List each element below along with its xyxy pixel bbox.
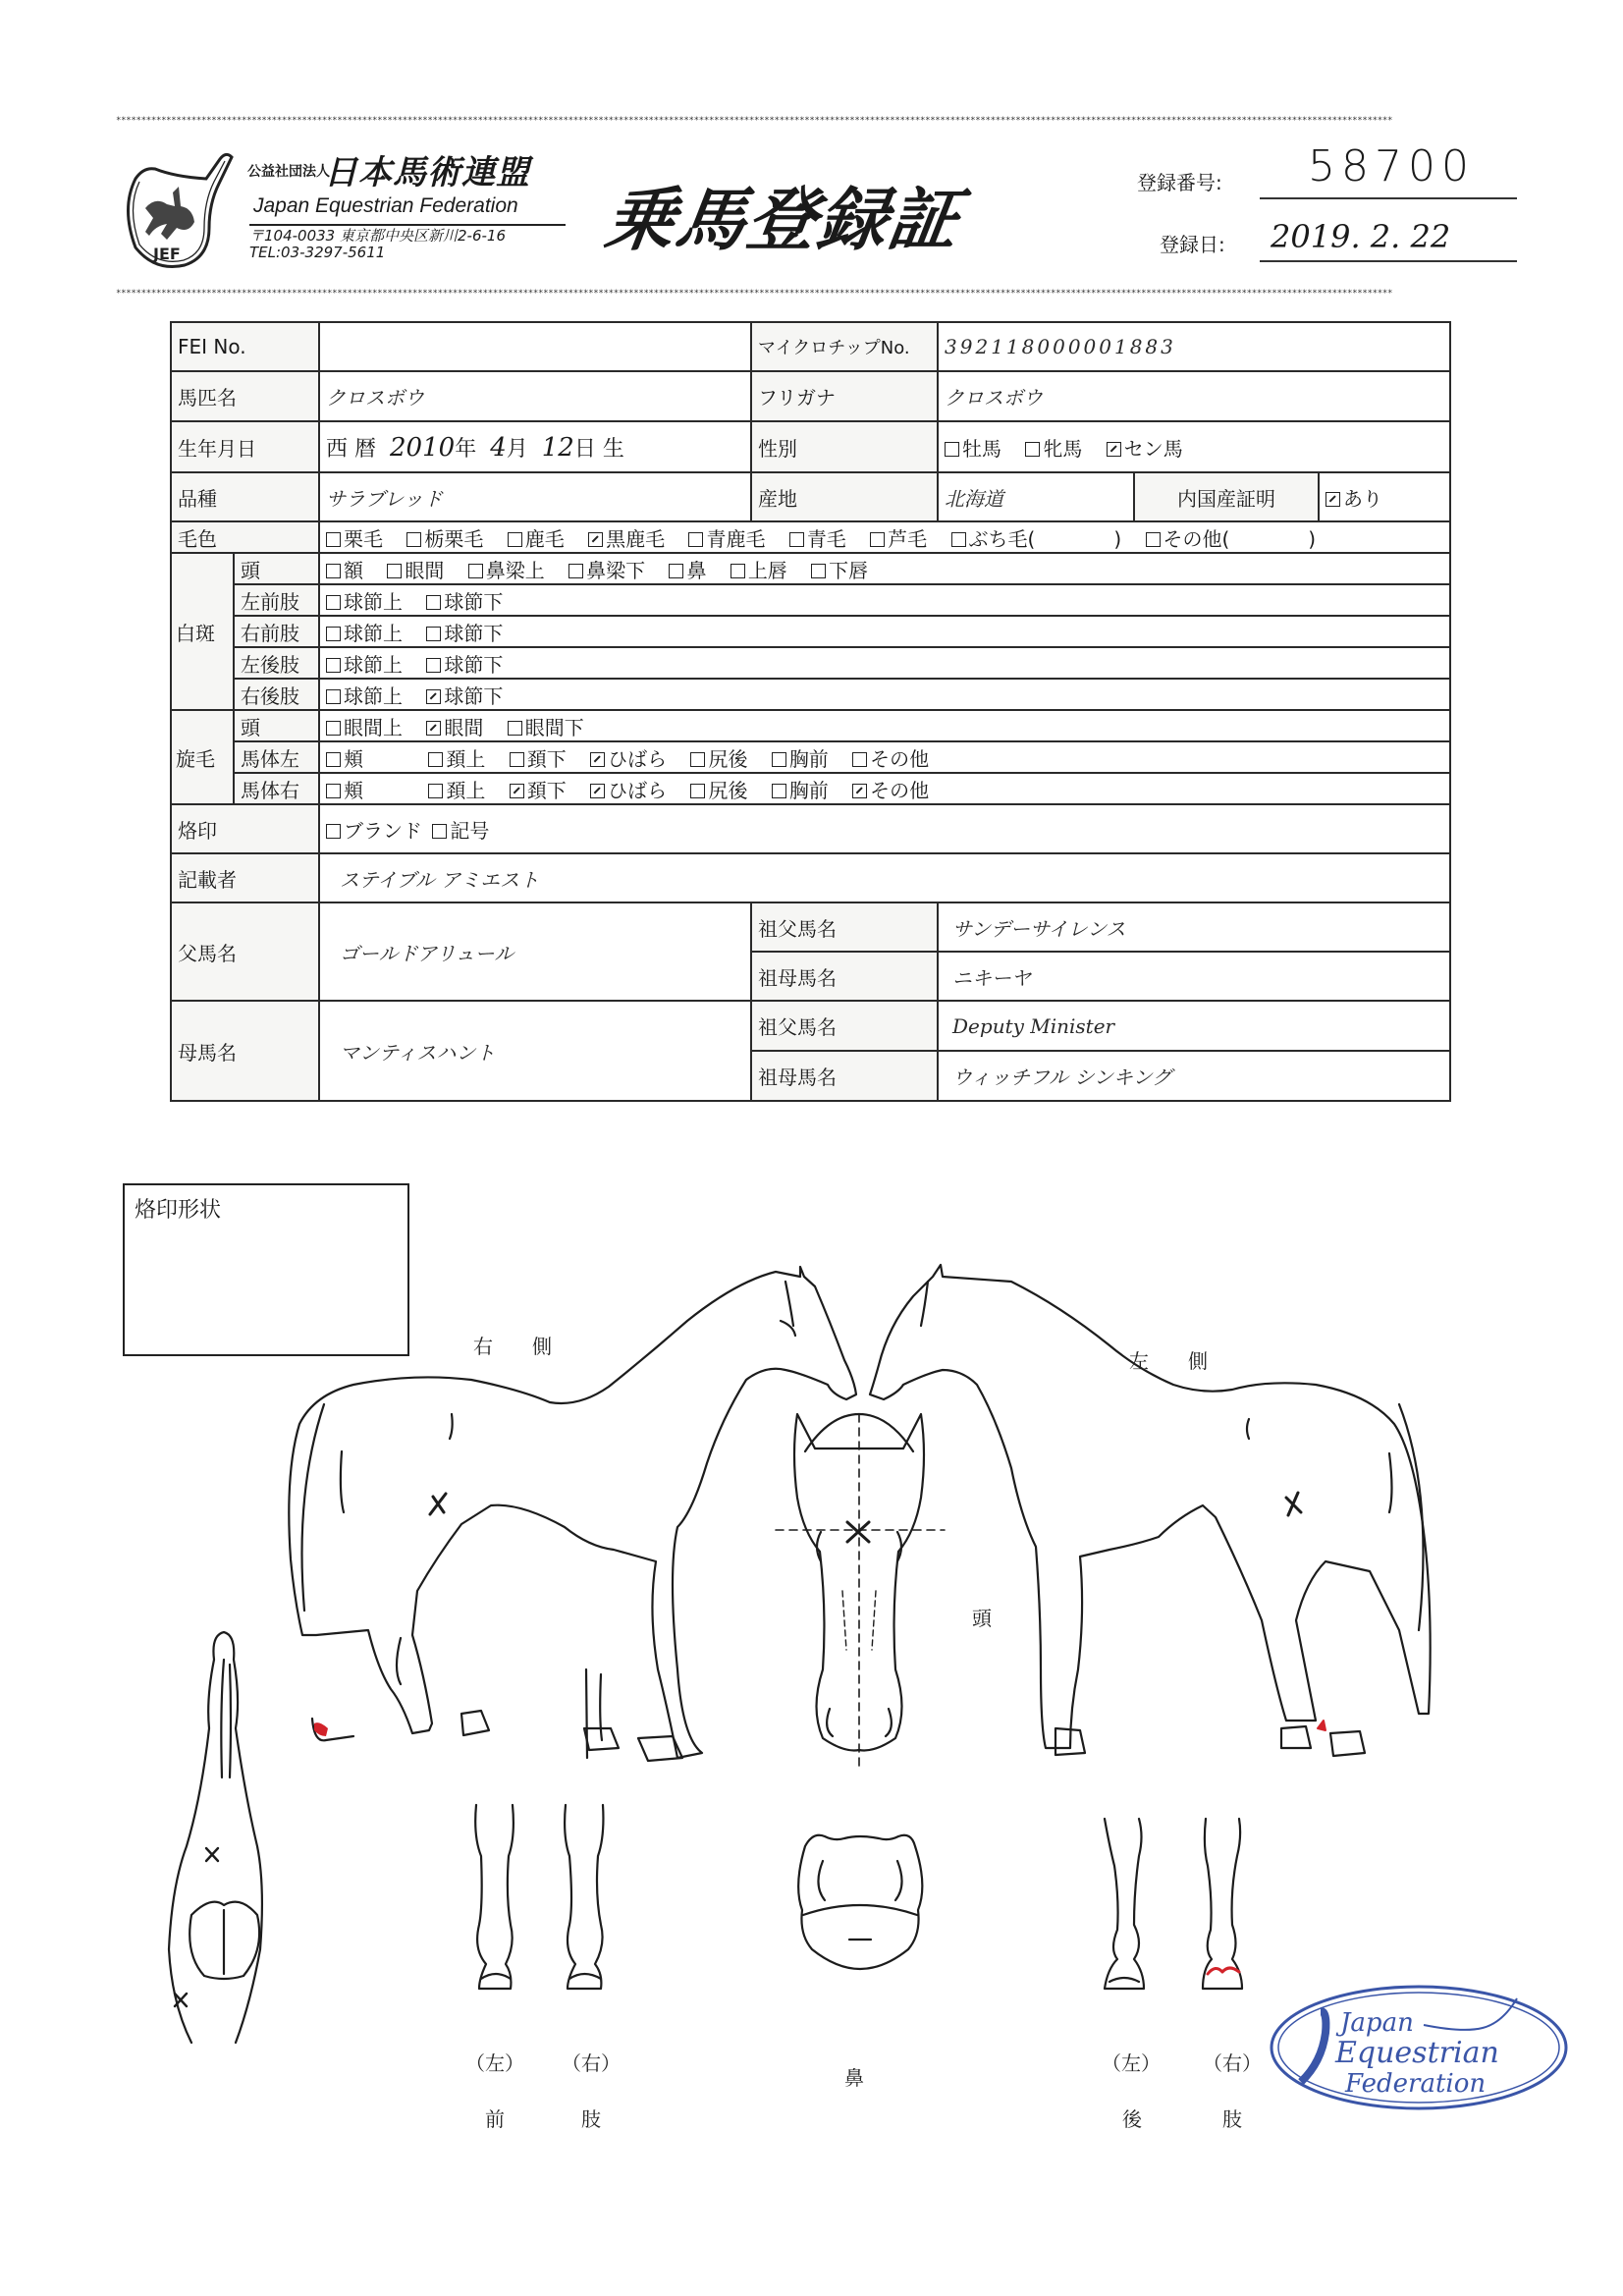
org-name: 日本馬術連盟 [324,153,530,192]
horse-muzzle-icon [798,1835,922,1969]
sire-field[interactable]: ゴールドアリュール [319,902,751,1001]
sex-label: 性別 [751,421,938,472]
origin-field[interactable]: 北海道 [938,472,1134,521]
coat-option-brown[interactable]: 青鹿毛 [688,523,765,552]
white-head-lower-nose[interactable]: 鼻梁下 [568,555,645,583]
brand-option-brand[interactable]: ブランド [326,815,422,844]
white-head-label: 頭 [234,553,319,584]
foreleg-right-label: （右） [562,2051,621,2075]
domestic-cert-label: 内国産証明 [1134,472,1319,521]
whorl-right-upper-neck[interactable]: 頚上 [428,775,485,803]
sire-grandsire-field[interactable]: サンデーサイレンス [938,902,1450,952]
horse-name-field[interactable]: クロスボウ [319,371,751,421]
white-right-fore-label: 右前肢 [234,616,319,647]
horse-top-view-icon [169,1632,262,2043]
foreleg-caption-1: 前 [485,2107,505,2131]
brand-shape-label: 烙印形状 [135,1198,222,1223]
white-left-hind-label: 左後肢 [234,647,319,679]
whorl-right-lower-neck[interactable]: 頚下 [510,775,567,803]
whorl-left-other[interactable]: その他 [852,743,929,772]
sire-granddam-label: 祖母馬名 [751,952,938,1001]
white-markings-label: 白斑 [171,553,234,710]
recorder-label: 記載者 [171,853,319,902]
foreleg-left-label: （左） [465,2051,524,2075]
registration-date: 2019. 2. 22 [1271,218,1451,255]
foreleg-caption-2: 肢 [581,2107,601,2131]
dam-grandsire-field[interactable]: Deputy Minister [938,1001,1450,1051]
registration-number-label: 登録番号: [1137,171,1222,194]
whorl-left-flank[interactable]: ひばら [590,743,667,772]
white-right-hind-below[interactable]: 球節下 [426,681,503,709]
coat-option-black[interactable]: 青毛 [789,523,846,552]
horse-right-side-icon [289,1267,856,1761]
hindlegs-rear-view-icon [1105,1819,1242,1989]
dam-granddam-label: 祖母馬名 [751,1051,938,1101]
coat-option-bay[interactable]: 鹿毛 [508,523,565,552]
origin-label: 産地 [751,472,938,521]
hindleg-caption-2: 肢 [1222,2107,1242,2131]
whorls-label: 旋毛 [171,710,234,804]
white-left-fore-label: 左前肢 [234,584,319,616]
forelegs-front-view-icon [475,1805,603,1989]
whorl-head-label: 頭 [234,710,319,741]
whorl-right-chest[interactable]: 胸前 [772,775,829,803]
recorder-field[interactable]: ステイブル アミエスト [319,853,1450,902]
horse-name-label: 馬匹名 [171,371,319,421]
whorl-head-below-eyes[interactable]: 眼間下 [508,712,584,740]
coat-color-label: 毛色 [171,521,319,553]
whorl-left-chest[interactable]: 胸前 [772,743,829,772]
svg-text:Japan: Japan [1340,2008,1414,2038]
sex-option-mare[interactable]: 牝馬 [1025,433,1082,462]
dam-label: 母馬名 [171,1001,319,1101]
sex-option-gelding[interactable]: セン馬 [1107,433,1183,462]
brand-option-symbol[interactable]: 記号 [432,815,489,844]
hindleg-caption-1: 後 [1122,2107,1142,2131]
coat-option-dark-chestnut[interactable]: 栃栗毛 [406,523,483,552]
white-marking-right-hind-icon [1318,1721,1325,1730]
whorl-body-left-label: 馬体左 [234,741,319,773]
furigana-label: フリガナ [751,371,938,421]
brand-label: 烙印 [171,804,319,853]
birth-date-field[interactable]: 西 暦 2010年 4月 12日 生 [319,421,751,472]
org-address: 〒104-0033 東京都中央区新川2-6-16 TEL:03-3297-5611 [249,227,506,261]
white-right-hind-label: 右後肢 [234,679,319,710]
separator-bottom: ************************************************************************************************************************************************************************************************************************************************************** [116,289,1393,299]
registration-number: 58700 [1308,141,1475,191]
birth-date-label: 生年月日 [171,421,319,472]
white-right-hind-above[interactable]: 球節上 [326,681,403,709]
whorl-right-flank[interactable]: ひばら [590,775,667,803]
whorl-right-other[interactable]: その他 [852,775,929,803]
whorl-left-upper-neck[interactable]: 頚上 [428,743,485,772]
dam-granddam-field[interactable]: ウィッチフル シンキング [938,1051,1450,1101]
whorl-right-cheek[interactable]: 頬 [326,775,363,803]
horse-head-front-icon [776,1414,945,1768]
coat-option-dark-bay[interactable]: 黒鹿毛 [588,523,665,552]
hindleg-left-label: （左） [1102,2051,1161,2075]
furigana-field[interactable]: クロスボウ [938,371,1450,421]
jef-stamp-icon [1267,1984,1571,2111]
domestic-cert-option[interactable]: あり [1319,472,1450,521]
fei-no-label: FEI No. [171,322,319,371]
svg-text:Federation: Federation [1345,2069,1487,2099]
white-right-fore-above[interactable]: 球節上 [326,618,403,646]
white-left-fore-above[interactable]: 球節上 [326,586,403,615]
white-head-nose[interactable]: 鼻 [669,555,706,583]
whorl-left-lower-neck[interactable]: 頚下 [510,743,567,772]
left-side-label: 左 側 [1129,1349,1208,1373]
head-label: 頭 [972,1607,992,1630]
coat-option-chestnut[interactable]: 栗毛 [326,523,383,552]
whorl-body-right-label: 馬体右 [234,773,319,804]
registration-date-label: 登録日: [1160,233,1225,256]
horse-left-side-icon [870,1265,1431,1756]
dam-field[interactable]: マンティスハント [319,1001,751,1101]
whorl-left-rump[interactable]: 尻後 [690,743,747,772]
white-head-forehead[interactable]: 額 [326,555,363,583]
white-head-between-eyes[interactable]: 眼間 [387,555,444,583]
org-name-en: Japan Equestrian Federation [253,194,518,217]
whorl-head-above-eyes[interactable]: 眼間上 [326,712,403,740]
document-title: 乗馬登録証 [600,180,965,260]
whorl-left-cheek[interactable]: 頬 [326,743,363,772]
white-head-upper-nose[interactable]: 鼻梁上 [468,555,545,583]
white-head-upper-lip[interactable]: 上唇 [730,555,787,583]
org-prefix: 公益社団法人 [247,164,330,180]
right-side-label: 右 側 [473,1335,552,1358]
svg-text:JEF: JEF [153,245,181,263]
sire-label: 父馬名 [171,902,319,1001]
sire-grandsire-label: 祖父馬名 [751,902,938,952]
whorl-right-rump[interactable]: 尻後 [690,775,747,803]
separator-top: ************************************************************************************************************************************************************************************************************************************************************** [116,116,1393,126]
muzzle-label: 鼻 [844,2066,864,2090]
coat-option-grey[interactable]: 芦毛 [870,523,927,552]
breed-label: 品種 [171,472,319,521]
whorl-head-between-eyes[interactable]: 眼間 [426,712,483,740]
sex-option-stallion[interactable]: 牡馬 [945,433,1001,462]
breed-field[interactable]: サラブレッド [319,472,751,521]
sire-granddam-field[interactable]: ニキーヤ [938,952,1450,1001]
coat-option-other[interactable]: その他( ) [1146,523,1317,552]
coat-option-pinto[interactable]: ぶち毛( ) [951,523,1122,552]
white-head-lower-lip[interactable]: 下唇 [811,555,868,583]
white-left-hind-above[interactable]: 球節上 [326,649,403,678]
white-right-fore-below[interactable]: 球節下 [426,618,503,646]
dam-grandsire-label: 祖父馬名 [751,1001,938,1051]
svg-text:Equestrian: Equestrian [1335,2036,1499,2070]
white-marking-right-hind-icon [1208,1968,1239,1974]
white-left-fore-below[interactable]: 球節下 [426,586,503,615]
white-left-hind-below[interactable]: 球節下 [426,649,503,678]
microchip-field[interactable]: 392118000001883 [938,322,1450,371]
microchip-label: マイクロチップNo. [751,322,938,371]
hindleg-right-label: （右） [1203,2051,1262,2075]
